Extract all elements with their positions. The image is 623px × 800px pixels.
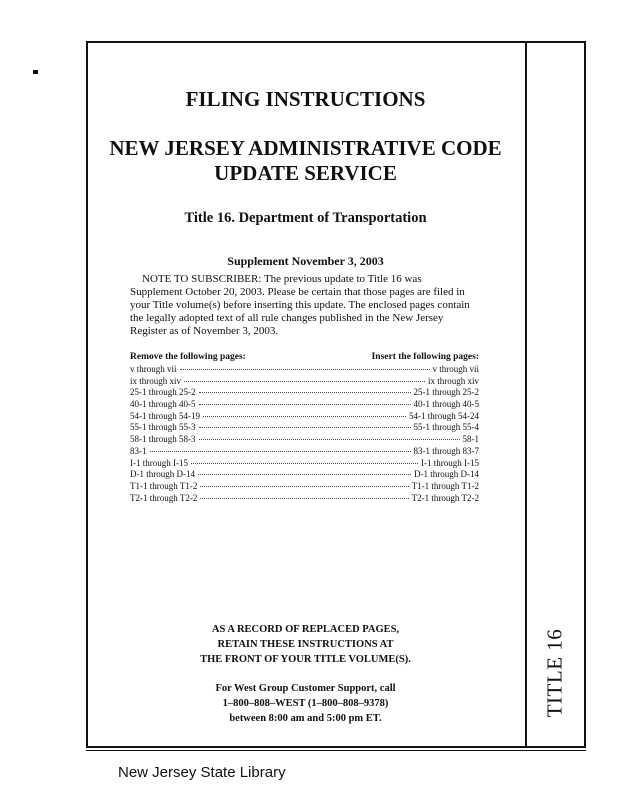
remove-pages-cell: I-1 through I-15 [130, 457, 188, 468]
dot-leader [199, 404, 411, 405]
table-header [130, 351, 479, 364]
table-row [130, 376, 479, 388]
customer-support-notice [88, 681, 523, 726]
scan-mark [33, 70, 38, 74]
filing-instructions-heading: FILING INSTRUCTIONS [185, 87, 426, 111]
dot-leader [150, 451, 411, 452]
insert-column-header: Insert the following pages: [371, 352, 479, 362]
insert-pages-cell: I-1 through I-15 [421, 457, 479, 468]
insert-pages-cell: 54-1 through 54-24 [409, 410, 479, 421]
insert-pages-cell: ix through xiv [428, 375, 479, 386]
record-line: RETAIN THESE INSTRUCTIONS AT [217, 639, 394, 650]
table-rows [130, 364, 479, 504]
insert-pages-cell: D-1 through D-14 [414, 469, 479, 480]
remove-pages-cell: 54-1 through 54-19 [130, 410, 200, 421]
insert-pages-cell: 58-1 [462, 434, 479, 445]
code-heading-line: NEW JERSEY ADMINISTRATIVE CODE [109, 136, 502, 160]
remove-pages-cell: 55-1 through 55-3 [130, 422, 196, 433]
note-line: NOTE TO SUBSCRIBER: The previous update to Title 16 was [142, 273, 422, 285]
subscriber-note [130, 273, 479, 338]
insert-pages-cell: 83-1 through 83-7 [413, 445, 479, 456]
insert-pages-cell: 40-1 through 40-5 [413, 399, 479, 410]
dot-leader [200, 498, 408, 499]
bottom-rule [86, 750, 586, 751]
supplement-date: Supplement November 3, 2003 [227, 254, 384, 268]
dot-leader [199, 439, 460, 440]
record-line: THE FRONT OF YOUR TITLE VOLUME(S). [200, 654, 411, 665]
insert-pages-cell: T1-1 through T1-2 [411, 480, 479, 491]
dot-leader [200, 486, 408, 487]
insert-pages-cell: T2-1 through T2-2 [411, 492, 479, 503]
dot-leader [203, 416, 406, 417]
table-row [130, 387, 479, 399]
note-line: the legally adopted text of all rule changes published in the New Jersey [130, 312, 444, 324]
note-line: Supplement October 20, 2003. Please be certain that those pages are filed in [130, 286, 465, 298]
note-line: your Title volume(s) before inserting this update. The enclosed pages contain [130, 299, 470, 311]
table-row [130, 422, 479, 434]
library-stamp: New Jersey State Library [118, 764, 286, 781]
dot-leader [191, 463, 418, 464]
table-row [130, 481, 479, 493]
dot-leader [184, 381, 425, 382]
update-service-line: UPDATE SERVICE [214, 161, 397, 185]
table-row [130, 399, 479, 411]
support-line: For West Group Customer Support, call [215, 683, 396, 694]
record-line: AS A RECORD OF REPLACED PAGES, [211, 624, 400, 635]
insert-pages-cell: v through vii [432, 364, 479, 374]
spine-title-label: TITLE 16 [542, 628, 567, 718]
remove-pages-cell: D-1 through D-14 [130, 469, 195, 480]
table-row [130, 446, 479, 458]
support-hours: between 8:00 am and 5:00 pm ET. [229, 713, 382, 724]
note-line: Register as of November 3, 2003. [130, 325, 279, 337]
code-update-heading [88, 136, 523, 186]
table-row [130, 469, 479, 481]
spine-tab [526, 43, 584, 746]
dot-leader [199, 392, 411, 393]
remove-pages-cell: ix through xiv [130, 375, 181, 386]
record-notice [88, 622, 523, 667]
remove-pages-cell: v through vii [130, 364, 177, 374]
remove-pages-cell: T1-1 through T1-2 [130, 480, 198, 491]
title-department-heading: Title 16. Department of Transportation [184, 210, 427, 226]
remove-pages-cell: 25-1 through 25-2 [130, 387, 196, 398]
remove-pages-cell: 58-1 through 58-3 [130, 434, 196, 445]
insert-pages-cell: 55-1 through 55-4 [413, 422, 479, 433]
dot-leader [199, 427, 411, 428]
dot-leader [198, 474, 411, 475]
remove-pages-cell: T2-1 through T2-2 [130, 492, 198, 503]
table-row [130, 411, 479, 423]
table-row [130, 458, 479, 470]
document-body [88, 43, 523, 746]
page-replacement-table [130, 351, 479, 504]
table-row [130, 434, 479, 446]
table-row [130, 493, 479, 505]
remove-pages-cell: 83-1 [130, 445, 147, 456]
table-row [130, 364, 479, 376]
remove-pages-cell: 40-1 through 40-5 [130, 399, 196, 410]
support-phone: 1–800–808–WEST (1–800–808–9378) [222, 698, 389, 709]
remove-column-header: Remove the following pages: [130, 352, 246, 362]
insert-pages-cell: 25-1 through 25-2 [413, 387, 479, 398]
dot-leader [180, 369, 430, 370]
